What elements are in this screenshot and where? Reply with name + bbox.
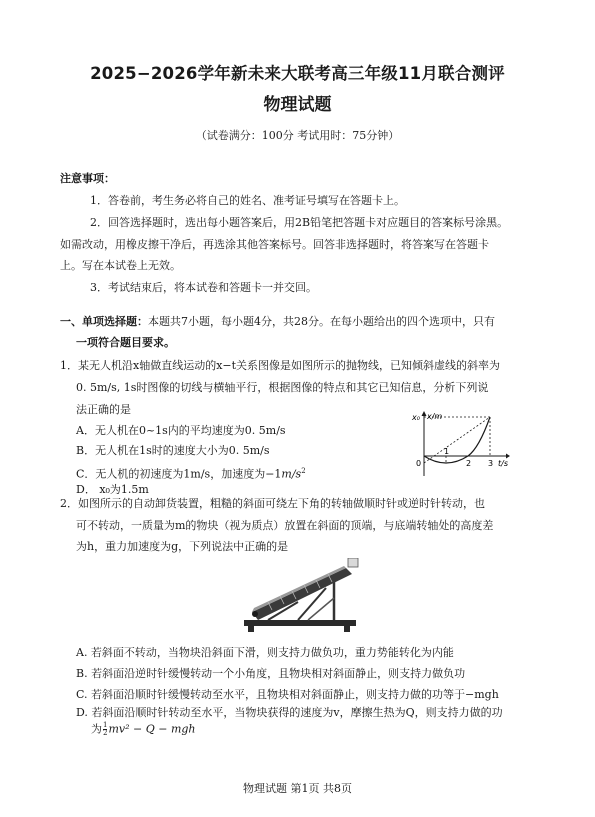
- graph-t-axis-arrow: [506, 454, 510, 459]
- graph-x-axis-arrow: [422, 411, 427, 416]
- q1-stem-line-1: 1．某无人机沿x轴做直线运动的x−t关系图像是如图所示的抛物线，已知倾斜虚线的斜率为: [60, 359, 501, 372]
- section-1-label: 一、单项选择题：: [60, 315, 148, 328]
- q1-option-c-unit: m/s: [281, 467, 302, 481]
- q1-option-c: [76, 464, 306, 482]
- graph-tick-3: 3: [488, 459, 494, 468]
- note-2-line-1: 2．回答选择题时，选出每小题答案后，用2B铅笔把答题卡对应题目的答案标号涂黑。: [90, 216, 509, 229]
- graph-x-label: x/m: [427, 412, 443, 421]
- q1-stem-line-2: 0. 5m/s, 1s时图像的切线与横轴平行，根据图像的特点和其它已知信息，分析下列说: [76, 381, 489, 394]
- exam-subject: 物理试题: [263, 95, 332, 115]
- note-1: 1．答卷前，考生务必将自己的姓名、准考证号填写在答题卡上。: [90, 194, 405, 207]
- q1-option-c-text: C．无人机的初速度为1m/s，加速度为−1: [76, 467, 282, 481]
- device-ramp: [252, 568, 352, 620]
- device-base: [244, 620, 356, 626]
- q1-option-d: D． x₀为1.5m: [76, 483, 149, 496]
- exam-info: （试卷满分：100分 考试用时：75分钟）: [195, 129, 400, 142]
- q1-option-c-exp: 2: [301, 467, 306, 475]
- device-block: [348, 558, 358, 567]
- fraction-numerator: 1: [103, 721, 108, 729]
- q1-option-a: A．无人机在0~1s内的平均速度为0. 5m/s: [76, 424, 286, 437]
- graph-tick-1: 1: [444, 447, 450, 456]
- fraction-denominator: 2: [103, 729, 108, 737]
- note-2-line-2: 如需改动，用橡皮擦干净后，再选涂其他答案标号。回答非选择题时，将答案写在答题卡: [60, 238, 489, 251]
- q2-option-c: C. 若斜面沿顺时针缓慢转动至水平，且物块相对斜面静止，则支持力做的功等于−mgh: [76, 688, 499, 701]
- graph-origin: 0: [416, 459, 422, 468]
- q2-option-d-prefix: 为: [91, 722, 102, 736]
- page-footer: 物理试题 第1页 共8页: [243, 782, 352, 795]
- q1-xt-graph: [410, 410, 510, 478]
- notes-heading: 注意事项：: [60, 172, 115, 185]
- graph-x0-label: x₀: [412, 413, 420, 422]
- q1-option-b: B．无人机在1s时的速度大小为0. 5m/s: [76, 444, 270, 457]
- device-strut-4: [308, 598, 334, 620]
- graph-tick-2: 2: [466, 459, 472, 468]
- q2-option-b: B. 若斜面沿逆时针缓慢转动一个小角度，且物块相对斜面静止，则支持力做负功: [76, 667, 466, 680]
- q2-option-d-formula: mv² − Q − mgh: [108, 722, 196, 736]
- section-1-desc: 本题共7小题，每小题4分，共28分。在每小题给出的四个选项中，只有: [148, 315, 495, 328]
- unloading-device-illustration: [238, 558, 362, 636]
- note-2-line-3: 上。写在本试卷上无效。: [60, 259, 181, 272]
- note-3: 3．考试结束后，将本试卷和答题卡一并交回。: [90, 281, 317, 294]
- device-foot-left: [248, 626, 254, 632]
- q2-stem-line-2: 可不转动，一质量为m的物块（视为质点）放置在斜面的顶端，与底端转轴处的高度差: [76, 519, 494, 532]
- q1-stem-line-3: 法正确的是: [76, 403, 131, 416]
- device-foot-right: [344, 626, 350, 632]
- graph-t-label: t/s: [498, 459, 508, 468]
- device-ramp-surface: [252, 566, 346, 612]
- q2-option-d-fraction: [103, 722, 107, 737]
- q2-stem-line-3: 为h，重力加速度为g，下列说法中正确的是: [76, 540, 289, 553]
- q2-stem-line-1: 2．如图所示的自动卸货装置，粗糙的斜面可绕左下角的转轴做顺时针或逆时针转动，也: [60, 497, 485, 510]
- q2-option-a: A. 若斜面不转动，当物块沿斜面下滑，则支持力做负功，重力势能转化为内能: [76, 646, 454, 659]
- section-1-desc-line-2: 一项符合题目要求。: [76, 336, 175, 349]
- exam-title: 2025−2026学年新未来大联考高三年级11月联合测评: [90, 64, 505, 83]
- device-pivot: [252, 611, 258, 617]
- q2-option-d-line-1: D. 若斜面沿顺时针转动至水平，当物块获得的速度为v，摩擦生热为Q，则支持力做的功: [76, 706, 503, 719]
- section-1-heading: [60, 315, 495, 329]
- q2-option-d-line-2: [91, 722, 196, 737]
